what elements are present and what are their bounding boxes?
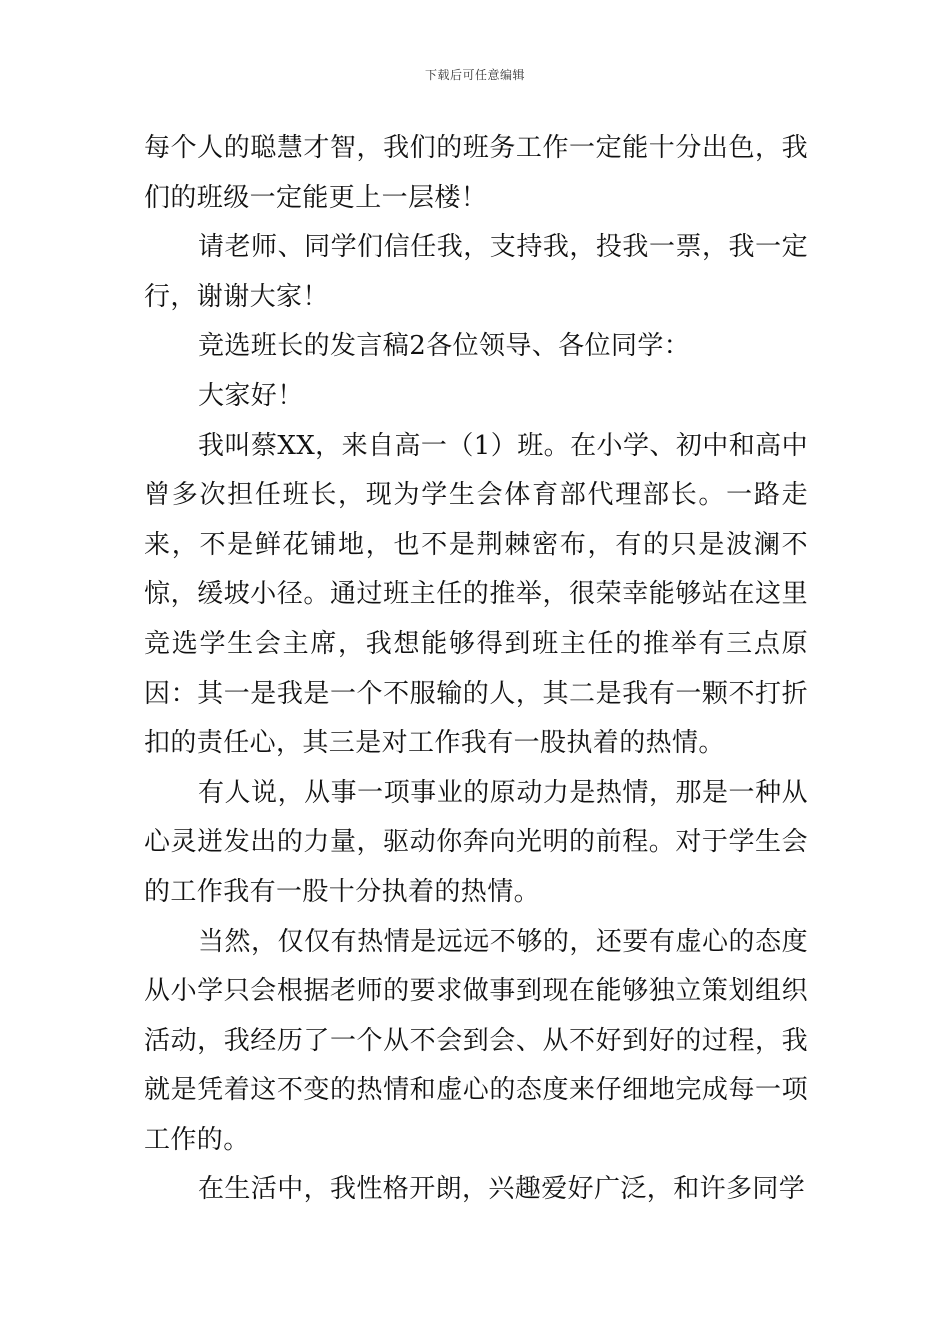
- page-header-note: 下载后可任意编辑: [424, 68, 525, 82]
- document-body: [144, 124, 808, 1215]
- paragraph-8: 在生活中，我性格开朗，兴趣爱好广泛，和许多同学: [198, 1174, 806, 1205]
- paragraph-7: 当然，仅仅有热情是远远不够的，还要有虚心的态度从小学只会根据老师的要求做事到现在能够独立策划组织活动，我经历了一个从不会到会、从不好到好的过程，我就是凭着这不变的热情和虚心的态度来仔细地完成每一项工作的。: [144, 926, 808, 1155]
- paragraph-1: 每个人的聪慧才智，我们的班务工作一定能十分出色，我们的班级一定能更上一层楼！: [144, 133, 808, 213]
- paragraph-6: 有人说，从事一项事业的原动力是热情，那是一种从心灵迸发出的力量，驱动你奔向光明的前程。对于学生会的工作我有一股十分执着的热情。: [144, 777, 808, 907]
- paragraph-3: 竞选班长的发言稿2各位领导、各位同学：: [198, 331, 691, 362]
- paragraph-5: 我叫蔡XX，来自高一（1）班。在小学、初中和高中曾多次担任班长，现为学生会体育部代理部长。一路走来，不是鲜花铺地，也不是荆棘密布，有的只是波澜不惊，缓坡小径。通过班主任的推举，很荣幸能够站在这里竞选学生会主席，我想能够得到班主任的推举有三点原因：其一是我是一个不服输的人，其二是我有一颗不打折扣的责任心，其三是对工作我有一股执着的热情。: [144, 430, 808, 759]
- paragraph-2: 请老师、同学们信任我，支持我，投我一票，我一定行，谢谢大家！: [144, 232, 808, 312]
- paragraph-4: 大家好！: [198, 380, 304, 411]
